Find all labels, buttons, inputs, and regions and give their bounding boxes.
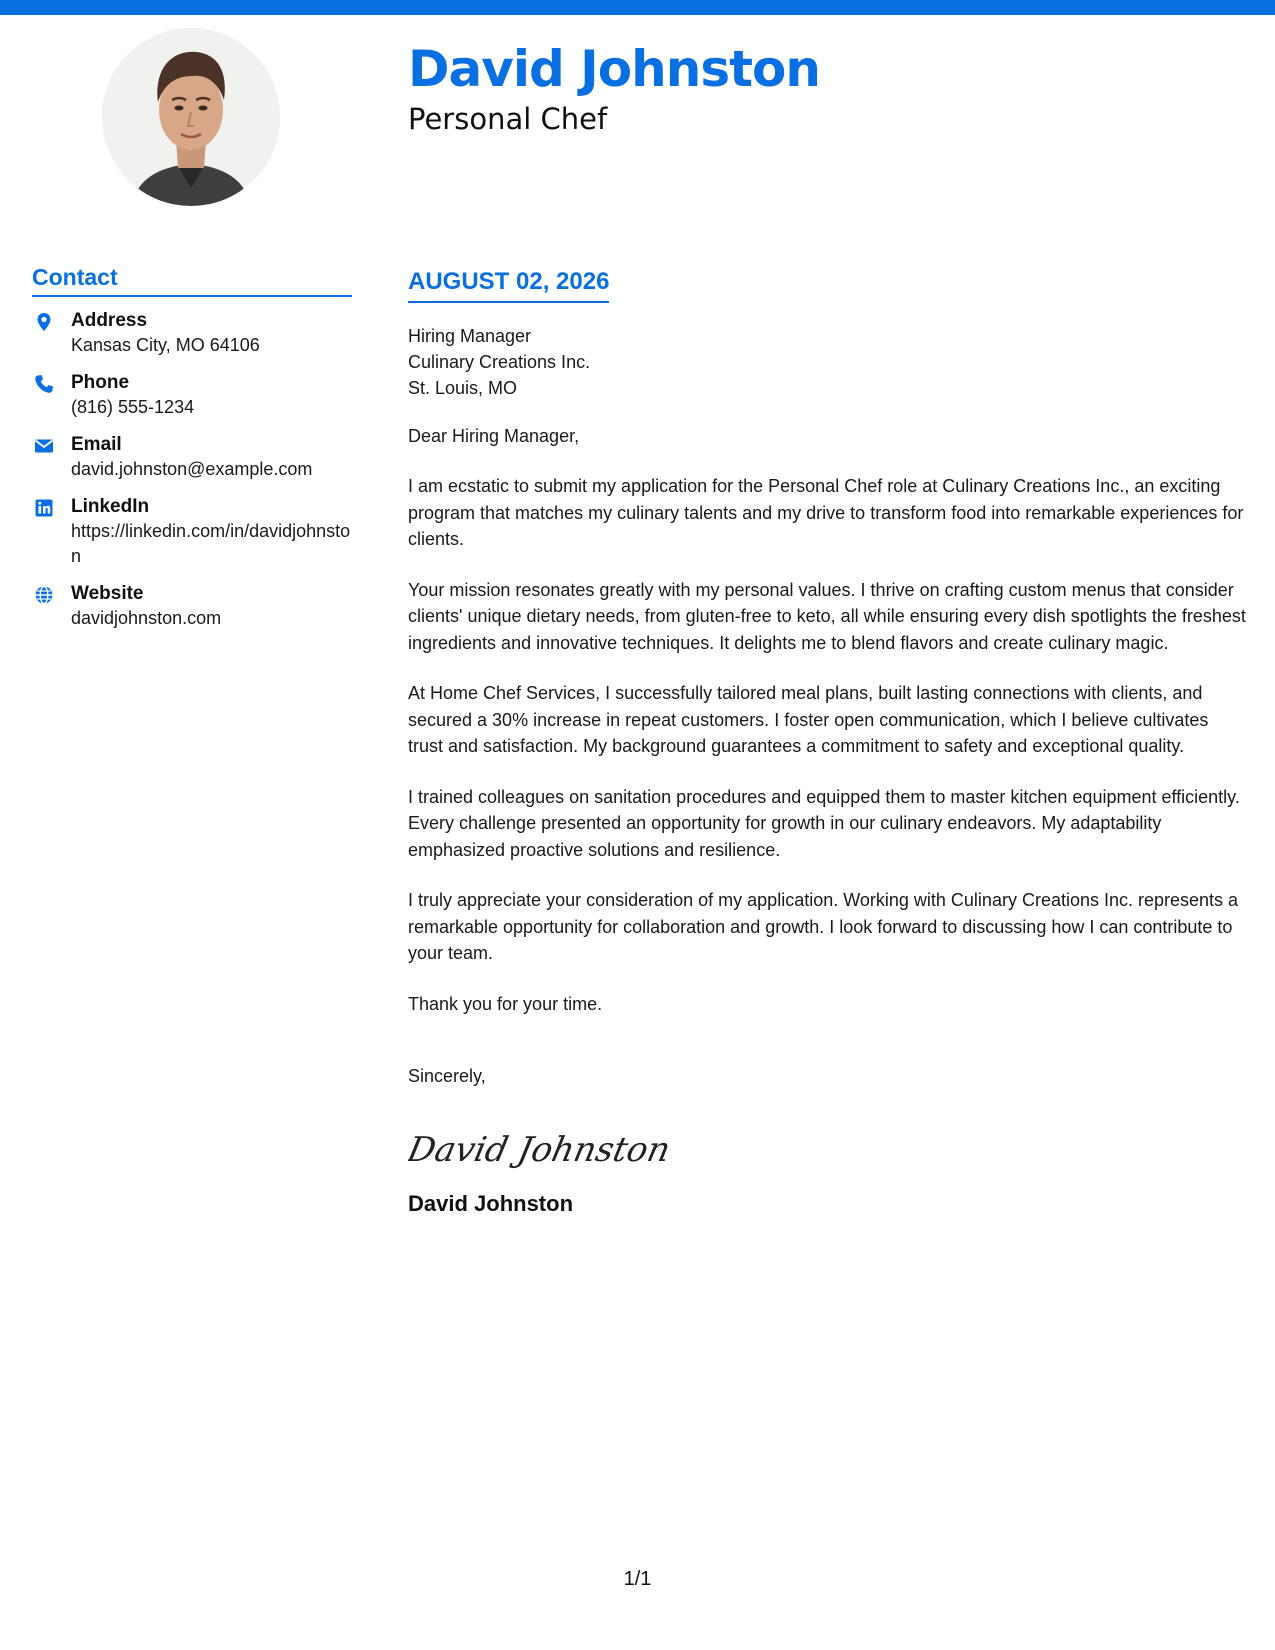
- contact-sidebar: [32, 264, 352, 644]
- recipient-line: St. Louis, MO: [408, 378, 518, 398]
- contact-label: Email: [71, 434, 122, 455]
- applicant-name: David Johnston: [408, 40, 820, 98]
- contact-address: [32, 309, 352, 358]
- letter-body: [408, 268, 1248, 1217]
- contact-value: david.johnston@example.com: [71, 459, 313, 479]
- page-number: 1/1: [623, 1568, 652, 1590]
- contact-heading: Contact: [32, 264, 352, 297]
- profile-photo: [102, 28, 280, 206]
- contact-email: [32, 433, 352, 482]
- letter-paragraph: At Home Chef Services, I successfully tailored meal plans, built lasting connections with clients, and secured a 30% increase in repeat customers. I foster open communication, which I believe cultivates trust and satisfaction. My background guarantees a commitment to safety and exceptional quality.: [408, 683, 1209, 756]
- contact-label: Website: [71, 583, 144, 604]
- contact-value: Kansas City, MO 64106: [71, 335, 260, 355]
- signature: [408, 1113, 1248, 1183]
- letter-paragraph: Thank you for your time.: [408, 993, 603, 1014]
- contact-linkedin: [32, 495, 352, 569]
- phone-icon: [34, 374, 54, 394]
- recipient-block: [408, 323, 1248, 401]
- recipient-line: Culinary Creations Inc.: [408, 352, 591, 372]
- letter-paragraph: Your mission resonates greatly with my personal values. I thrive on crafting custom menus that consider clients' unique dietary needs, from gluten-free to keto, all while ensuring every dish spotlights the freshest ingredients and innovative techniques. It delights me to blend flavors and create culinary magic.: [408, 579, 1246, 653]
- letter-date: AUGUST 02, 2026: [408, 268, 609, 303]
- letter-paragraph: I truly appreciate your consideration of my application. Working with Culinary Creations Inc. represents a remarkable opportunity for collaboration and growth. I look forward to discussing how I can contribute to your team.: [408, 890, 1239, 963]
- email-icon: [34, 436, 54, 456]
- signature-text: David Johnston: [408, 1130, 668, 1170]
- letter-paragraph: I trained colleagues on sanitation procedures and equipped them to master kitchen equipment efficiently. Every challenge presented an opportunity for growth in our culinary endeavors. My adaptability emphasized proactive solutions and resilience.: [408, 786, 1240, 860]
- contact-label: LinkedIn: [71, 496, 150, 517]
- globe-icon: [34, 585, 54, 605]
- contact-link[interactable]: https://linkedin.com/in/davidjohnston: [71, 521, 351, 566]
- top-accent-bar: [0, 0, 1275, 15]
- contact-label: Phone: [71, 372, 130, 393]
- job-title: Personal Chef: [408, 102, 608, 136]
- contact-link[interactable]: davidjohnston.com: [71, 608, 222, 628]
- contact-label: Address: [71, 310, 148, 331]
- linkedin-icon: [34, 498, 54, 518]
- signer-name: David Johnston: [408, 1191, 574, 1216]
- recipient-line: Hiring Manager: [408, 326, 532, 346]
- closing: Sincerely,: [408, 1066, 486, 1086]
- salutation: Dear Hiring Manager,: [408, 426, 580, 446]
- map-pin-icon: [34, 312, 54, 332]
- contact-phone: [32, 371, 352, 420]
- contact-website: [32, 582, 352, 631]
- contact-value: (816) 555-1234: [71, 397, 195, 417]
- letter-paragraph: I am ecstatic to submit my application for the Personal Chef role at Culinary Creations Inc., an exciting program that matches my culinary talents and my drive to transform food into remarkable experiences for clients.: [408, 476, 1244, 549]
